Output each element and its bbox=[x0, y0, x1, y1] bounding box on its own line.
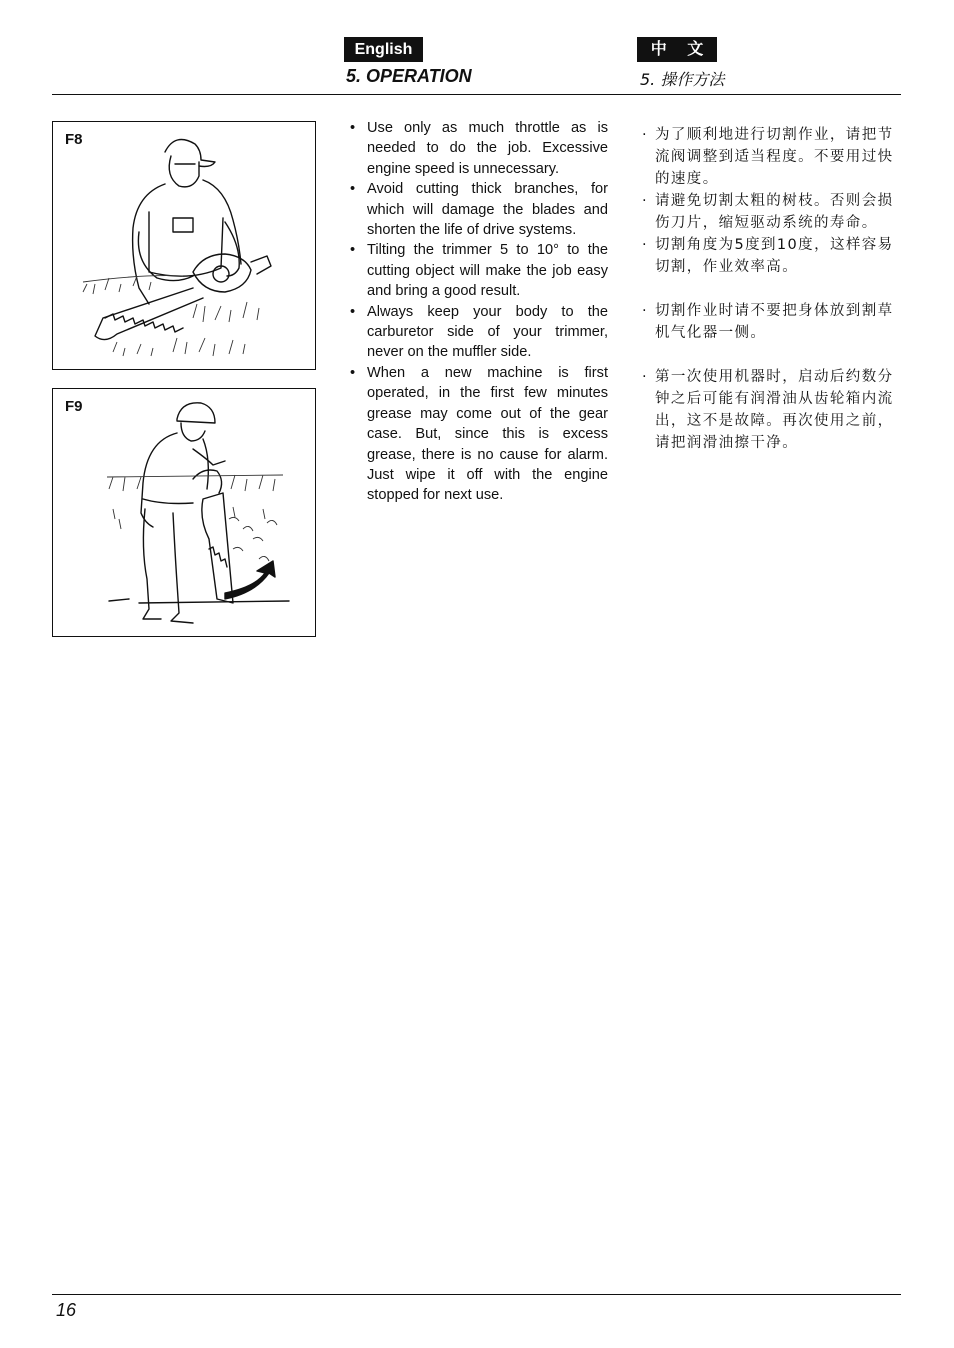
list-item: · 请避免切割太粗的树枝。否则会损伤刀片，缩短驱动系统的寿命。 bbox=[640, 190, 900, 234]
vertical-trimming-illustration bbox=[53, 389, 315, 636]
english-instructions-list bbox=[348, 118, 608, 506]
list-item: · 为了顺利地进行切割作业，请把节流阀调整到适当程度。不要用过快的速度。 bbox=[640, 124, 900, 190]
list-item: · 切割角度为5度到10度，这样容易切割，作业效率高。 bbox=[640, 234, 900, 278]
figure-f8 bbox=[52, 121, 316, 370]
page-number: 16 bbox=[56, 1300, 77, 1320]
list-item: • Tilting the trimmer 5 to 10° to the cutting object will make the job easy and bring a good result. bbox=[348, 240, 608, 301]
hedge-trimmer-operator-illustration bbox=[53, 122, 315, 369]
section-title-chinese: 5. 操作方法 bbox=[640, 70, 725, 89]
footer-divider bbox=[52, 1294, 901, 1295]
list-item: • When a new machine is first operated, in the first few minutes grease may come out of the gear case. But, since this is excess grease, there is no cause for alarm. Just wipe it off with the engine stopped for next use. bbox=[348, 363, 608, 506]
figure-label: F9 bbox=[65, 398, 83, 415]
list-item: · 第一次使用机器时，启动后约数分钟之后可能有润滑油从齿轮箱内流出，这不是故障。再次使用之前，请把润滑油擦干净。 bbox=[640, 366, 900, 454]
list-item: · 切割作业时请不要把身体放到割草机气化器一侧。 bbox=[640, 300, 900, 344]
language-badge-english: English bbox=[344, 37, 423, 62]
list-item: • Avoid cutting thick branches, for which will damage the blades and shorten the life of drive systems. bbox=[348, 179, 608, 240]
language-badge-chinese: 中 文 bbox=[637, 37, 717, 62]
figure-label: F8 bbox=[65, 131, 83, 148]
section-title-english: 5. OPERATION bbox=[346, 66, 472, 86]
figure-f9 bbox=[52, 388, 316, 637]
list-item: • Always keep your body to the carburetor side of your trimmer, never on the muffler side. bbox=[348, 302, 608, 363]
header-divider bbox=[52, 94, 901, 95]
list-item: • Use only as much throttle as is needed to do the job. Excessive engine speed is unnecessary. bbox=[348, 118, 608, 179]
chinese-instructions-list bbox=[640, 124, 900, 454]
